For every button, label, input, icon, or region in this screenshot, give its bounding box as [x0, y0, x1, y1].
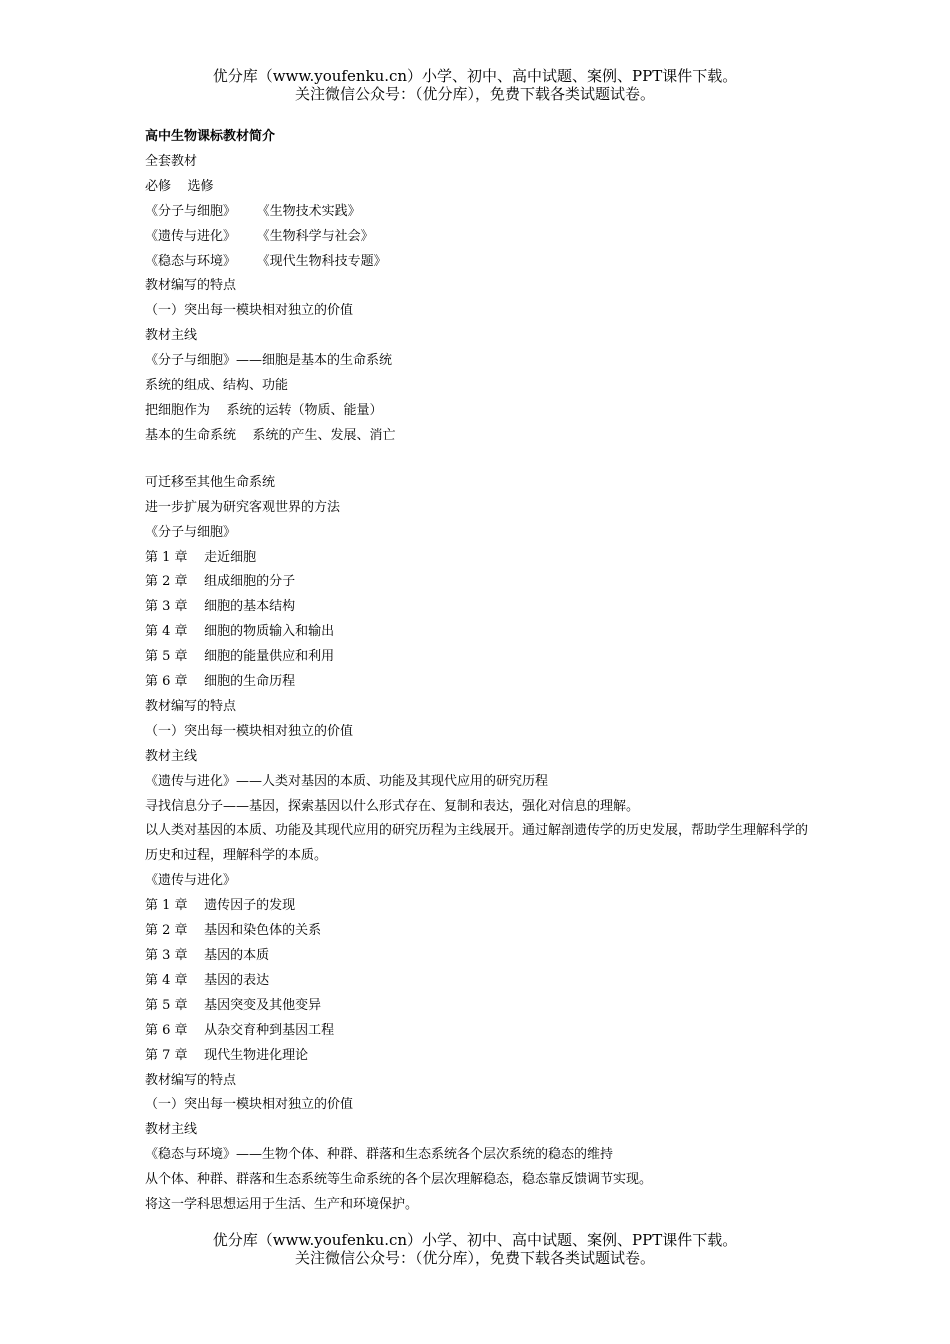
text-line: 可迁移至其他生命系统: [145, 474, 276, 490]
chapter-line: 第 4 章 细胞的物质输入和输出: [145, 624, 335, 640]
text-line: 从个体、种群、群落和生态系统等生命系统的各个层次理解稳态，稳态靠反馈调节实现。: [145, 1172, 653, 1188]
text-line: 将这一学科思想运用于生活、生产和环境保护。: [145, 1197, 419, 1213]
text-line: 《稳态与环境》 《现代生物科技专题》: [145, 253, 387, 269]
chapter-line: 第 3 章 基因的本质: [145, 948, 270, 963]
text-line: 必修 选修: [145, 178, 214, 194]
paragraph: 以人类对基因的本质、功能及其现代应用的研究历程为主线展开。通过解剖遗传学的历史发展，帮助学生理解科学的历史和过程，理解科学的本质。: [145, 823, 809, 864]
text-line: 寻找信息分子——基因，探索基因以什么形式存在、复制和表达，强化对信息的理解。: [145, 798, 640, 814]
chapter-line: 第 5 章 细胞的能量供应和利用: [145, 649, 335, 665]
text-line: 教材编写的特点: [145, 278, 237, 294]
text-line: 教材主线: [145, 328, 198, 344]
text-line: 基本的生命系统 系统的产生、发展、消亡: [145, 427, 396, 443]
footer-line-1: 优分库（www.youfenku.cn）小学、初中、高中试题、案例、PPT课件下载。: [212, 1231, 738, 1249]
section-molecule-cell: [145, 471, 810, 820]
text-line: 《分子与细胞》 《生物技术实践》: [145, 203, 361, 219]
page-header: [0, 67, 950, 103]
page-footer: [0, 1231, 950, 1267]
text-line: 教材编写的特点: [145, 698, 237, 714]
text-line: 《分子与细胞》——细胞是基本的生命系统: [145, 353, 393, 369]
text-line: 全套教材: [145, 153, 198, 169]
text-line: （一）突出每一模块相对独立的价值: [145, 303, 354, 319]
text-line: 把细胞作为 系统的运转（物质、能量）: [145, 402, 383, 418]
document-body: [145, 125, 810, 1218]
text-line: 进一步扩展为研究客观世界的方法: [145, 499, 341, 515]
blank-gap: [145, 449, 810, 471]
header-line-2: 关注微信公众号：（优分库），免费下载各类试题试卷。: [294, 85, 655, 103]
text-line: 《分子与细胞》: [145, 524, 237, 540]
section-genetics-homeostasis: [145, 869, 810, 1218]
chapter-line: 第 6 章 细胞的生命历程: [145, 674, 296, 690]
chapter-line: 第 4 章 基因的表达: [145, 972, 270, 988]
section-overview: [145, 150, 810, 449]
text-line: 教材主线: [145, 748, 198, 764]
text-line: 《遗传与进化》——人类对基因的本质、功能及其现代应用的研究历程: [145, 773, 549, 789]
text-line: （一）突出每一模块相对独立的价值: [145, 1097, 354, 1113]
text-line: 教材主线: [145, 1122, 198, 1138]
document-title: 高中生物课标教材简介: [145, 129, 276, 144]
text-line: 《稳态与环境》——生物个体、种群、群落和生态系统各个层次系统的稳态的维持: [145, 1147, 614, 1163]
text-line: 《遗传与进化》 《生物科学与社会》: [145, 228, 374, 244]
chapter-line: 第 3 章 细胞的基本结构: [145, 599, 296, 615]
chapter-line: 第 2 章 组成细胞的分子: [145, 574, 296, 590]
header-line-1: 优分库（www.youfenku.cn）小学、初中、高中试题、案例、PPT课件下载。: [212, 67, 738, 85]
chapter-line: 第 6 章 从杂交育种到基因工程: [145, 1022, 335, 1038]
chapter-line: 第 5 章 基因突变及其他变异: [145, 997, 322, 1013]
text-line: 《遗传与进化》: [145, 873, 237, 889]
chapter-line: 第 7 章 现代生物进化理论: [145, 1047, 309, 1063]
text-line: 教材编写的特点: [145, 1072, 237, 1088]
text-line: 系统的组成、结构、功能: [145, 378, 289, 394]
footer-line-2: 关注微信公众号：（优分库），免费下载各类试题试卷。: [294, 1249, 655, 1267]
chapter-line: 第 2 章 基因和染色体的关系: [145, 923, 322, 939]
chapter-line: 第 1 章 走近细胞: [145, 549, 257, 565]
text-line: （一）突出每一模块相对独立的价值: [145, 723, 354, 739]
chapter-line: 第 1 章 遗传因子的发现: [145, 898, 296, 914]
